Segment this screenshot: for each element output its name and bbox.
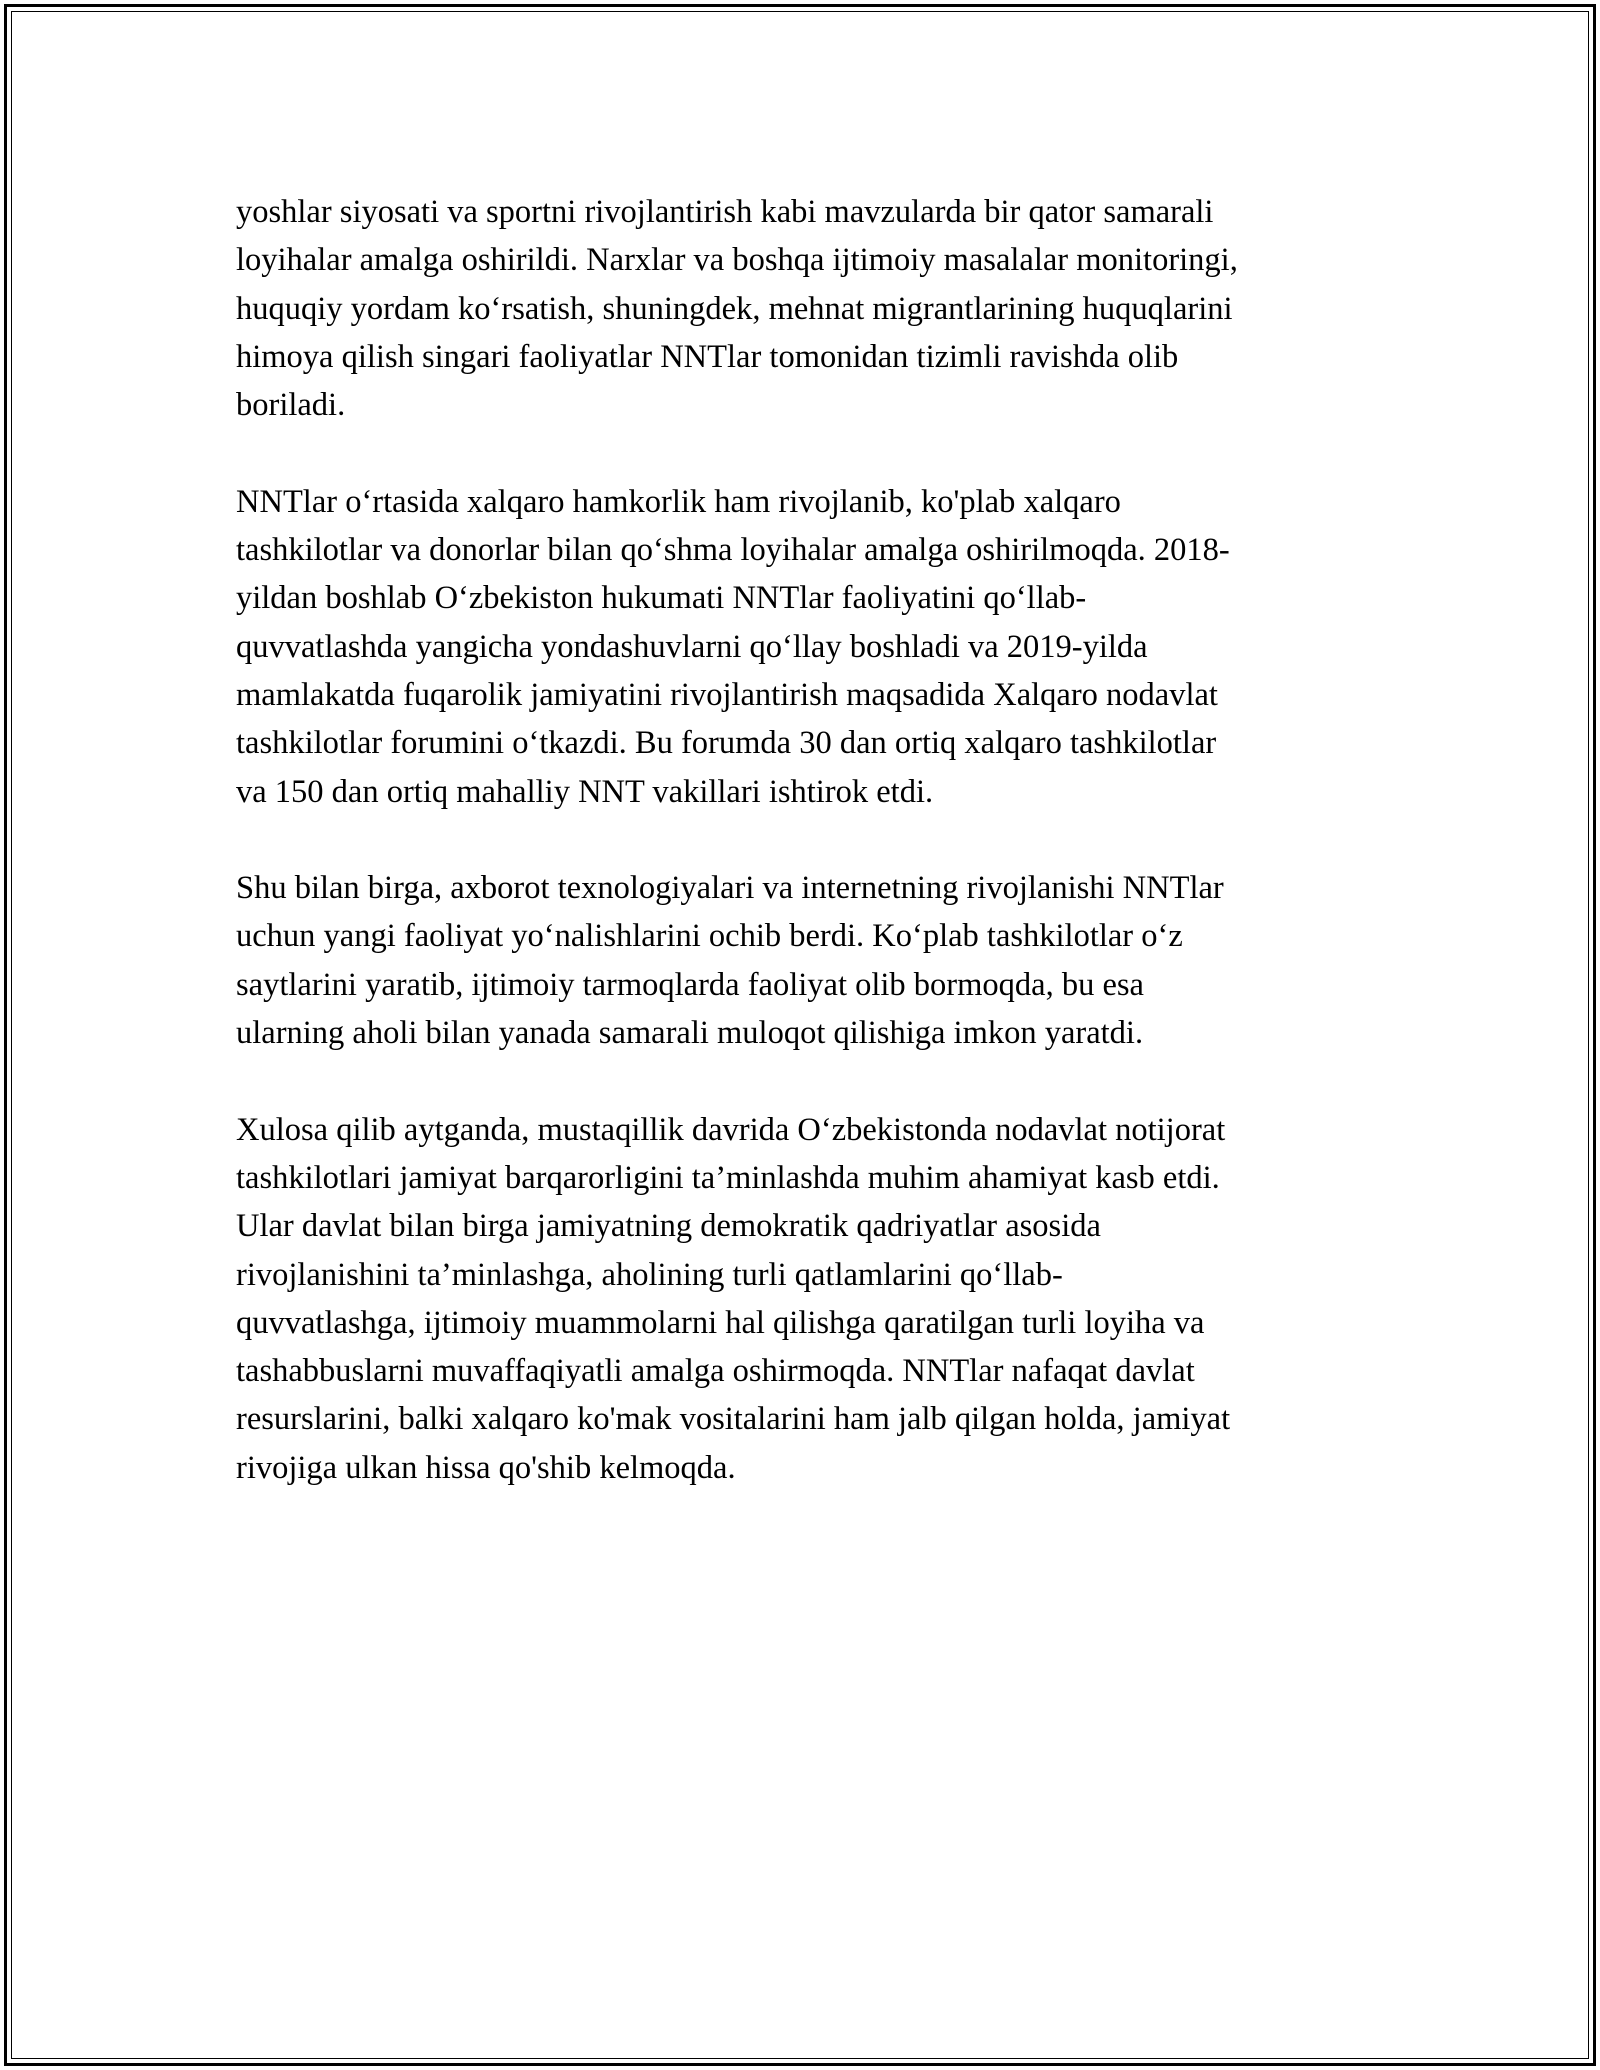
text-line: tashkilotlar va donorlar bilan qo‘shma loyihalar amalga oshirilmoqda. 2018- [236, 532, 1230, 569]
text-line: himoya qilish singari faoliyatlar NNTlar tomonidan tizimli ravishda olib [236, 338, 1179, 375]
text-line: mamlakatda fuqarolik jamiyatini rivojlantirish maqsadida Xalqaro nodavlat [236, 676, 1218, 713]
paragraph-4 [236, 1106, 1366, 1492]
text-line: quvvatlashga, ijtimoiy muammolarni hal qilishga qaratilgan turli loyiha va [236, 1304, 1205, 1341]
document-body [236, 188, 1366, 1540]
text-line: yildan boshlab O‘zbekiston hukumati NNTlar faoliyatini qo‘llab- [236, 580, 1087, 617]
paragraph-3 [236, 864, 1366, 1057]
text-line: tashkilotlari jamiyat barqarorligini ta’minlashda muhim ahamiyat kasb etdi. [236, 1159, 1220, 1196]
text-line: yoshlar siyosati va sportni rivojlantirish kabi mavzularda bir qator samarali [236, 194, 1214, 230]
text-line: Ular davlat bilan birga jamiyatning demokratik qadriyatlar asosida [236, 1208, 1101, 1245]
text-line: uchun yangi faoliyat yo‘nalishlarini ochib berdi. Ko‘plab tashkilotlar o‘z [236, 918, 1183, 955]
text-line: resurslarini, balki xalqaro ko'mak vositalarini ham jalb qilgan holda, jamiyat [236, 1401, 1231, 1438]
text-line: huquqiy yordam ko‘rsatish, shuningdek, mehnat migrantlarining huquqlarini [236, 290, 1233, 327]
paragraph-1 [236, 188, 1366, 429]
text-line: loyihalar amalga oshirildi. Narxlar va boshqa ijtimoiy masalalar monitoringi, [236, 242, 1238, 279]
text-line: ularning aholi bilan yanada samarali muloqot qilishiga imkon yaratdi. [236, 1015, 1144, 1052]
text-line: quvvatlashda yangicha yondashuvlarni qo‘llay boshladi va 2019-yilda [236, 628, 1148, 665]
text-line: tashkilotlar forumini o‘tkazdi. Bu forumda 30 dan ortiq xalqaro tashkilotlar [236, 725, 1217, 762]
paragraph-2 [236, 478, 1366, 816]
text-line: Xulosa qilib aytganda, mustaqillik davrida O‘zbekistonda nodavlat notijorat [236, 1111, 1226, 1148]
text-line: NNTlar o‘rtasida xalqaro hamkorlik ham rivojlanib, ko'plab xalqaro [236, 483, 1121, 520]
text-line: rivojlanishini ta’minlashga, aholining turli qatlamlarini qo‘llab- [236, 1256, 1063, 1293]
text-line: va 150 dan ortiq mahalliy NNT vakillari ishtirok etdi. [236, 773, 934, 810]
text-line: rivojiga ulkan hissa qo'shib kelmoqda. [236, 1449, 736, 1486]
text-line: tashabbuslarni muvaffaqiyatli amalga oshirmoqda. NNTlar nafaqat davlat [236, 1353, 1195, 1390]
text-line: boriladi. [236, 387, 346, 424]
text-line: saytlarini yaratib, ijtimoiy tarmoqlarda faoliyat olib bormoqda, bu esa [236, 966, 1144, 1003]
text-line: Shu bilan birga, axborot texnologiyalari va internetning rivojlanishi NNTlar [236, 870, 1224, 907]
